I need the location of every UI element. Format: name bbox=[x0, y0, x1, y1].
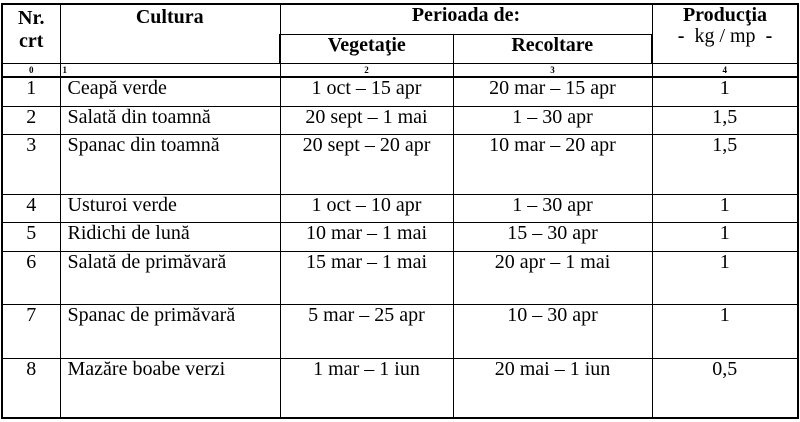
row-cultura: Usturoi verde bbox=[60, 194, 280, 222]
table-row bbox=[2, 106, 798, 134]
row-recoltare: 10 – 30 apr bbox=[453, 304, 652, 358]
row-recoltare: 20 mar – 15 apr bbox=[453, 77, 652, 106]
row-productia: 1,5 bbox=[652, 134, 798, 194]
table-row bbox=[2, 134, 798, 194]
row-vegetatie: 10 mar – 1 mai bbox=[280, 222, 453, 251]
table-row bbox=[2, 304, 798, 358]
crops-table bbox=[1, 3, 799, 419]
column-index: 3 bbox=[453, 63, 652, 77]
row-recoltare: 1 – 30 apr bbox=[453, 194, 652, 222]
row-productia: 1 bbox=[652, 222, 798, 251]
row-productia: 1,5 bbox=[652, 106, 798, 134]
header-productia-unit-line bbox=[678, 25, 772, 47]
row-cultura: Salată de primăvară bbox=[60, 251, 280, 304]
header-perioada: Perioada de: bbox=[280, 4, 652, 34]
row-recoltare: 1 – 30 apr bbox=[453, 106, 652, 134]
row-nr: 5 bbox=[2, 222, 60, 251]
row-recoltare: 10 mar – 20 apr bbox=[453, 134, 652, 194]
table-body bbox=[2, 77, 798, 418]
row-vegetatie: 20 sept – 1 mai bbox=[280, 106, 453, 134]
column-index: 2 bbox=[280, 63, 453, 77]
row-vegetatie: 20 sept – 20 apr bbox=[280, 134, 453, 194]
column-index: 4 bbox=[652, 63, 798, 77]
row-cultura: Ceapă verde bbox=[60, 77, 280, 106]
row-cultura: Salată din toamnă bbox=[60, 106, 280, 134]
row-nr: 1 bbox=[2, 77, 60, 106]
table-row bbox=[2, 359, 798, 418]
column-index-row bbox=[2, 63, 798, 77]
row-nr: 2 bbox=[2, 106, 60, 134]
header-cultura: Cultura bbox=[60, 4, 280, 63]
row-nr: 7 bbox=[2, 304, 60, 358]
unit-dash-right: - bbox=[765, 25, 773, 47]
table-row bbox=[2, 194, 798, 222]
column-index: 0 bbox=[2, 63, 60, 77]
row-cultura: Spanac din toamnă bbox=[60, 134, 280, 194]
row-recoltare: 20 apr – 1 mai bbox=[453, 251, 652, 304]
row-recoltare: 15 – 30 apr bbox=[453, 222, 652, 251]
column-index: 1 bbox=[60, 63, 280, 77]
header-nr-crt bbox=[2, 4, 60, 63]
row-vegetatie: 1 mar – 1 iun bbox=[280, 359, 453, 418]
row-productia: 1 bbox=[652, 251, 798, 304]
header-nr-line2: crt bbox=[19, 30, 44, 52]
table-row bbox=[2, 251, 798, 304]
header-vegetatie: Vegetaţie bbox=[280, 34, 453, 63]
header-nr-line1: Nr. bbox=[18, 7, 45, 29]
table-row bbox=[2, 77, 798, 106]
table-row bbox=[2, 222, 798, 251]
row-nr: 8 bbox=[2, 359, 60, 418]
row-productia: 1 bbox=[652, 304, 798, 358]
row-vegetatie: 1 oct – 10 apr bbox=[280, 194, 453, 222]
row-vegetatie: 5 mar – 25 apr bbox=[280, 304, 453, 358]
row-cultura: Spanac de primăvară bbox=[60, 304, 280, 358]
unit-dash-left: - bbox=[677, 25, 685, 47]
header-productia-unit: kg / mp bbox=[694, 25, 756, 47]
row-productia: 1 bbox=[652, 77, 798, 106]
header-productia-label: Producţia bbox=[682, 4, 768, 26]
row-recoltare: 20 mai – 1 iun bbox=[453, 359, 652, 418]
header-productia bbox=[652, 4, 798, 63]
header-recoltare: Recoltare bbox=[453, 34, 652, 63]
row-nr: 4 bbox=[2, 194, 60, 222]
row-productia: 1 bbox=[652, 194, 798, 222]
row-productia: 0,5 bbox=[652, 359, 798, 418]
row-cultura: Ridichi de lună bbox=[60, 222, 280, 251]
row-nr: 3 bbox=[2, 134, 60, 194]
row-nr: 6 bbox=[2, 251, 60, 304]
row-cultura: Mazăre boabe verzi bbox=[60, 359, 280, 418]
row-vegetatie: 15 mar – 1 mai bbox=[280, 251, 453, 304]
row-vegetatie: 1 oct – 15 apr bbox=[280, 77, 453, 106]
